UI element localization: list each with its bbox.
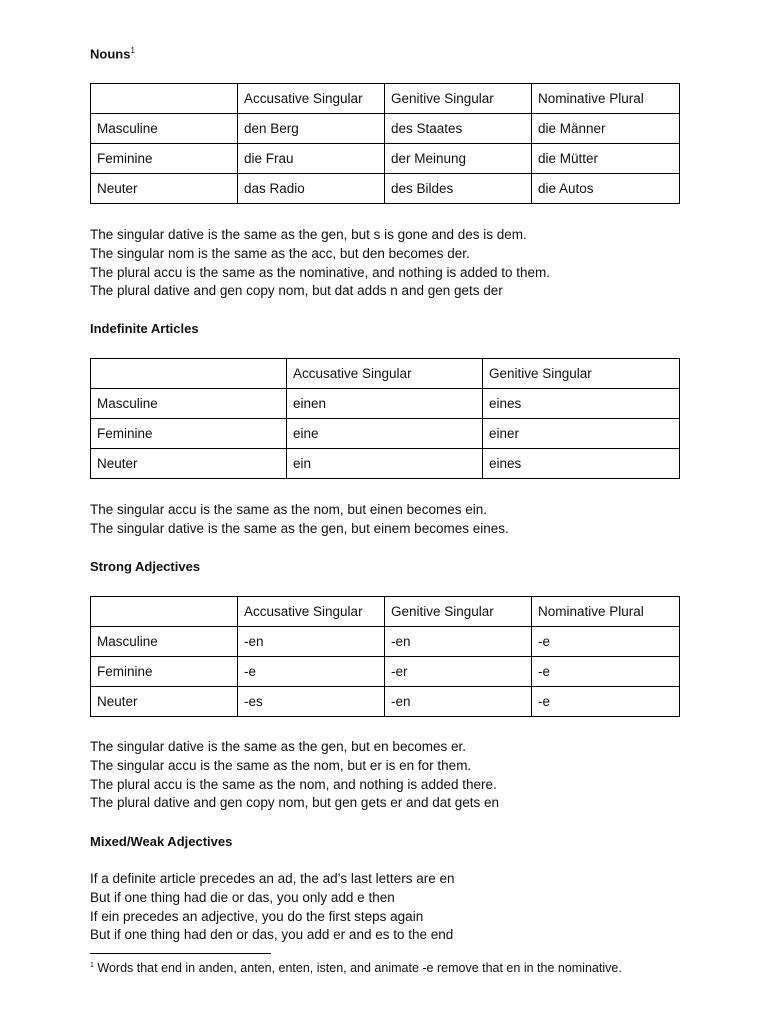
note-line: The plural dative and gen copy nom, but gen gets er and dat gets en [90, 795, 500, 811]
note-line: The plural accu is the same as the nominative, and nothing is added to them. [90, 264, 551, 280]
table-header-cell: Nominative Plural [532, 597, 680, 627]
table-header-cell [91, 359, 287, 389]
footnote-text: Words that end in anden, anten, enten, isten, and animate -e remove that en in the nominative. [93, 961, 622, 975]
table-header-cell: Genitive Singular [385, 84, 532, 114]
table-cell: Feminine [91, 419, 287, 449]
weak-adjectives-heading: Mixed/Weak Adjectives [90, 834, 233, 849]
note-line: The singular dative is the same as the gen, but s is gone and des is dem. [90, 227, 527, 242]
note-line: The singular dative is the same as the gen, but en becomes er. [90, 739, 466, 754]
table-header-row [91, 359, 680, 389]
footnote [90, 961, 622, 975]
table-cell: die Autos [532, 174, 680, 204]
note-line: The singular dative is the same as the gen, but einem becomes eines. [90, 520, 509, 536]
weak-adjectives-notes [90, 870, 454, 945]
note-line: The singular accu is the same as the nom, but einen becomes ein. [90, 502, 487, 517]
table-cell: ein [287, 449, 483, 479]
table-cell: -e [532, 627, 680, 657]
table-cell: der Meinung [385, 144, 532, 174]
table-cell: -e [532, 687, 680, 717]
table-cell: Neuter [91, 174, 238, 204]
table-cell: -es [238, 687, 385, 717]
table-row [91, 114, 680, 144]
table-cell: -e [238, 657, 385, 687]
table-cell: -en [238, 627, 385, 657]
table-row [91, 687, 680, 717]
indefinite-articles-notes [90, 501, 509, 539]
table-cell: -e [532, 657, 680, 687]
note-line: If a definite article precedes an ad, the ad’s last letters are en [90, 871, 455, 886]
table-cell: eine [287, 419, 483, 449]
table-row [91, 174, 680, 204]
table-row [91, 419, 680, 449]
table-row [91, 389, 680, 419]
table-cell: Neuter [91, 449, 287, 479]
table-cell: Masculine [91, 627, 238, 657]
table-row [91, 144, 680, 174]
nouns-table [90, 83, 680, 204]
footnote-separator [90, 953, 271, 954]
strong-adjectives-table [90, 596, 680, 717]
note-line: The plural dative and gen copy nom, but dat adds n and gen gets der [90, 283, 503, 299]
table-header-cell [91, 84, 238, 114]
table-cell: eines [483, 449, 680, 479]
note-line: The plural accu is the same as the nom, and nothing is added there. [90, 776, 497, 792]
table-cell: eines [483, 389, 680, 419]
table-header-cell: Nominative Plural [532, 84, 680, 114]
indefinite-articles-table [90, 358, 680, 479]
table-cell: Feminine [91, 144, 238, 174]
table-cell: die Männer [532, 114, 680, 144]
strong-adjectives-notes [90, 738, 499, 813]
table-cell: die Frau [238, 144, 385, 174]
note-line: If ein precedes an adjective, you do the first steps again [90, 908, 424, 924]
table-cell: -en [385, 687, 532, 717]
indefinite-articles-heading: Indefinite Articles [90, 321, 199, 336]
table-cell: -en [385, 627, 532, 657]
table-cell: die Mütter [532, 144, 680, 174]
footnote-reference: 1 [130, 46, 135, 55]
table-cell: Neuter [91, 687, 238, 717]
nouns-notes [90, 226, 550, 301]
nouns-heading: Nouns$^1$ [90, 46, 135, 62]
table-cell: den Berg [238, 114, 385, 144]
table-row [91, 627, 680, 657]
table-row [91, 657, 680, 687]
table-header-cell [91, 597, 238, 627]
note-line: But if one thing had den or das, you add er and es to the end [90, 927, 454, 943]
note-line: The singular accu is the same as the nom, but er is en for them. [90, 757, 472, 773]
table-header-cell: Accusative Singular [238, 84, 385, 114]
note-line: But if one thing had die or das, you only add e then [90, 889, 395, 905]
table-header-cell: Genitive Singular [483, 359, 680, 389]
table-header-cell: Genitive Singular [385, 597, 532, 627]
table-header-row [91, 597, 680, 627]
table-cell: Masculine [91, 114, 238, 144]
table-cell: Masculine [91, 389, 287, 419]
table-header-cell: Accusative Singular [238, 597, 385, 627]
table-row [91, 449, 680, 479]
table-cell: Feminine [91, 657, 238, 687]
table-header-row [91, 84, 680, 114]
footnote-mark: 1 [90, 961, 94, 969]
table-cell: des Bildes [385, 174, 532, 204]
table-cell: des Staates [385, 114, 532, 144]
table-header-cell: Accusative Singular [287, 359, 483, 389]
table-cell: einer [483, 419, 680, 449]
table-cell: einen [287, 389, 483, 419]
table-cell: das Radio [238, 174, 385, 204]
note-line: The singular nom is the same as the acc, but den becomes der. [90, 245, 470, 261]
table-cell: -er [385, 657, 532, 687]
strong-adjectives-heading: Strong Adjectives [90, 559, 201, 574]
